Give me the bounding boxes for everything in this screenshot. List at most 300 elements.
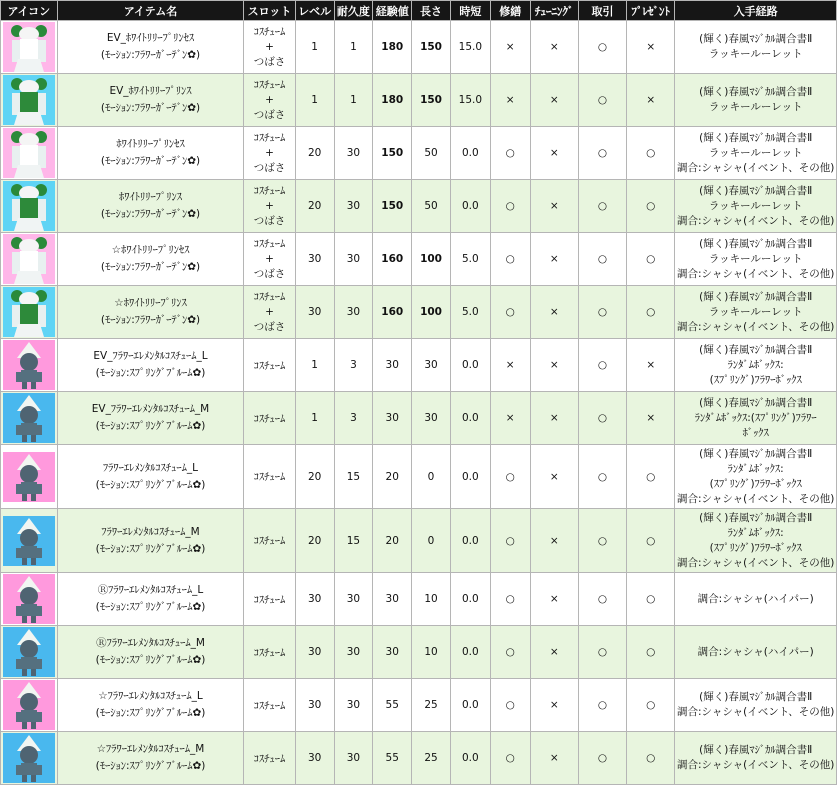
pink-elemental-costume-icon: [1, 445, 58, 509]
jitan-cell: 0.0: [450, 573, 490, 626]
trade-cell: ○: [578, 732, 626, 785]
jitan-cell: 5.0: [450, 233, 490, 286]
slot-line: +: [265, 252, 274, 265]
exp-cell: 55: [373, 732, 412, 785]
durability-cell: 3: [334, 339, 373, 392]
level-cell: 30: [295, 732, 334, 785]
table-row: [1, 180, 837, 233]
item-name-cell: [57, 127, 244, 180]
slot-cell: [244, 679, 295, 732]
tuning-cell: ×: [530, 180, 578, 233]
item-name: ☆ﾌﾗﾜｰｴﾚﾒﾝﾀﾙｺｽﾁｭｰﾑ_L: [98, 690, 203, 702]
slot-cell: [244, 626, 295, 679]
level-cell: 1: [295, 339, 334, 392]
source-cell: [675, 509, 837, 573]
length-cell: 30: [412, 339, 451, 392]
repair-cell: ○: [490, 445, 530, 509]
slot-cell: [244, 509, 295, 573]
tuning-cell: ×: [530, 509, 578, 573]
slot-line: ｺｽﾁｭｰﾑ: [253, 752, 286, 765]
slot-line: +: [265, 93, 274, 106]
item-motion: (ﾓｰｼｮﾝ:ﾌﾗﾜｰｶﾞｰﾃﾞﾝ✿): [100, 314, 201, 326]
tuning-cell: ×: [530, 626, 578, 679]
item-name: EV_ﾎﾜｲﾄﾘﾘｰﾌﾟﾘﾝｾｽ: [106, 32, 195, 44]
table-row: [1, 127, 837, 180]
source-cell: [675, 392, 837, 445]
present-cell: ○: [627, 445, 675, 509]
durability-cell: 30: [334, 732, 373, 785]
tuning-cell: ×: [530, 286, 578, 339]
present-cell: ○: [627, 127, 675, 180]
slot-line: ｺｽﾁｭｰﾑ: [253, 78, 286, 91]
col-icon-header: アイコン: [1, 1, 58, 21]
item-name-cell: [57, 679, 244, 732]
pink-elemental-costume-icon: [1, 339, 58, 392]
item-name-cell: [57, 74, 244, 127]
durability-cell: 3: [334, 392, 373, 445]
durability-cell: 15: [334, 509, 373, 573]
present-cell: ○: [627, 509, 675, 573]
item-name: ﾌﾗﾜｰｴﾚﾒﾝﾀﾙｺｽﾁｭｰﾑ_M: [101, 525, 200, 538]
item-motion: (ﾓｰｼｮﾝ:ｽﾌﾟﾘﾝｸﾞﾌﾞﾙｰﾑ✿): [95, 367, 206, 379]
tuning-cell: ×: [530, 392, 578, 445]
jitan-cell: 0.0: [450, 180, 490, 233]
exp-cell: 55: [373, 679, 412, 732]
source-line: (輝く)春風ﾏｼﾞｶﾙ調合書Ⅱ: [699, 290, 813, 303]
level-cell: 1: [295, 392, 334, 445]
level-cell: 20: [295, 509, 334, 573]
table-row: [1, 233, 837, 286]
item-name-cell: [57, 626, 244, 679]
tuning-cell: ×: [530, 339, 578, 392]
source-line: (輝く)春風ﾏｼﾞｶﾙ調合書Ⅱ: [699, 447, 813, 460]
durability-cell: 1: [334, 74, 373, 127]
blue-elemental-costume-icon: [1, 392, 58, 445]
level-cell: 30: [295, 233, 334, 286]
table-row: [1, 339, 837, 392]
item-name: EV_ﾌﾗﾜｰｴﾚﾒﾝﾀﾙｺｽﾁｭｰﾑ_M: [91, 403, 210, 415]
source-line: (輝く)春風ﾏｼﾞｶﾙ調合書Ⅱ: [699, 184, 813, 197]
source-line: ラッキールーレット: [708, 48, 803, 60]
col-source-header: 入手経路: [675, 1, 837, 21]
col-repair-header: 修繕: [490, 1, 530, 21]
level-cell: 20: [295, 180, 334, 233]
present-cell: ○: [627, 233, 675, 286]
item-name: EV_ﾎﾜｲﾄﾘﾘｰﾌﾟﾘﾝｽ: [109, 85, 192, 97]
present-cell: ○: [627, 286, 675, 339]
trade-cell: ○: [578, 626, 626, 679]
present-cell: ○: [627, 626, 675, 679]
table-row: [1, 679, 837, 732]
jitan-cell: 0.0: [450, 127, 490, 180]
item-name: Ⓡﾌﾗﾜｰｴﾚﾒﾝﾀﾙｺｽﾁｭｰﾑ_L: [97, 584, 204, 596]
source-cell: [675, 626, 837, 679]
col-present-header: ﾌﾟﾚｾﾞﾝﾄ: [627, 1, 675, 21]
item-motion: (ﾓｰｼｮﾝ:ｽﾌﾟﾘﾝｸﾞﾌﾞﾙｰﾑ✿): [95, 707, 206, 719]
exp-cell: 180: [373, 21, 412, 74]
exp-cell: 20: [373, 445, 412, 509]
trade-cell: ○: [578, 233, 626, 286]
item-motion: (ﾓｰｼｮﾝ:ﾌﾗﾜｰｶﾞｰﾃﾞﾝ✿): [100, 102, 201, 114]
tuning-cell: ×: [530, 679, 578, 732]
source-line: 調合:シャシャ(ハイパー): [697, 645, 814, 658]
length-cell: 25: [412, 732, 451, 785]
source-cell: [675, 21, 837, 74]
source-line: ラッキールーレット: [708, 199, 803, 212]
jitan-cell: 0.0: [450, 339, 490, 392]
trade-cell: ○: [578, 392, 626, 445]
repair-cell: ○: [490, 573, 530, 626]
prince-costume-icon: [1, 74, 58, 127]
source-cell: [675, 573, 837, 626]
length-cell: 50: [412, 127, 451, 180]
source-line: (輝く)春風ﾏｼﾞｶﾙ調合書Ⅱ: [699, 86, 813, 98]
exp-cell: 150: [373, 127, 412, 180]
slot-line: ｺｽﾁｭｰﾑ: [253, 699, 286, 712]
prince-costume-icon: [1, 180, 58, 233]
item-name-cell: [57, 21, 244, 74]
present-cell: ○: [627, 573, 675, 626]
item-name: ﾌﾗﾜｰｴﾚﾒﾝﾀﾙｺｽﾁｭｰﾑ_L: [102, 461, 199, 474]
source-line: ラッキールーレット: [708, 101, 803, 113]
durability-cell: 30: [334, 286, 373, 339]
item-name: EV_ﾌﾗﾜｰｴﾚﾒﾝﾀﾙｺｽﾁｭｰﾑ_L: [93, 350, 208, 362]
jitan-cell: 15.0: [450, 74, 490, 127]
item-name-cell: [57, 180, 244, 233]
jitan-cell: 0.0: [450, 392, 490, 445]
slot-line: ｺｽﾁｭｰﾑ: [253, 290, 286, 303]
source-cell: [675, 180, 837, 233]
table-row: [1, 286, 837, 339]
source-line: (ｽﾌﾟﾘﾝｸﾞ)ﾌﾗﾜｰﾎﾞｯｸｽ: [709, 373, 802, 386]
princess-costume-icon: [1, 21, 58, 74]
tuning-cell: ×: [530, 74, 578, 127]
slot-cell: [244, 180, 295, 233]
durability-cell: 30: [334, 127, 373, 180]
source-line: 調合:シャシャ(イベント、その他): [677, 161, 835, 174]
source-line: 調合:シャシャ(イベント、その他): [677, 320, 835, 333]
level-cell: 1: [295, 74, 334, 127]
present-cell: ×: [627, 392, 675, 445]
jitan-cell: 0.0: [450, 679, 490, 732]
slot-cell: [244, 445, 295, 509]
slot-line: ｺｽﾁｭｰﾑ: [253, 184, 286, 197]
blue-elemental-costume-icon: [1, 626, 58, 679]
present-cell: ○: [627, 732, 675, 785]
slot-cell: [244, 74, 295, 127]
slot-cell: [244, 127, 295, 180]
trade-cell: ○: [578, 180, 626, 233]
length-cell: 50: [412, 180, 451, 233]
present-cell: ○: [627, 180, 675, 233]
table-body: [1, 21, 837, 785]
slot-line: ｺｽﾁｭｰﾑ: [253, 25, 286, 38]
item-motion: (ﾓｰｼｮﾝ:ﾌﾗﾜｰｶﾞｰﾃﾞﾝ✿): [100, 49, 201, 61]
table-row: [1, 732, 837, 785]
item-name-cell: [57, 233, 244, 286]
repair-cell: ○: [490, 286, 530, 339]
trade-cell: ○: [578, 74, 626, 127]
source-cell: [675, 286, 837, 339]
slot-line: ｺｽﾁｭｰﾑ: [253, 237, 286, 250]
length-cell: 25: [412, 679, 451, 732]
source-cell: [675, 445, 837, 509]
jitan-cell: 15.0: [450, 21, 490, 74]
col-durability-header: 耐久度: [334, 1, 373, 21]
slot-line: つばさ: [253, 108, 286, 121]
source-line: 調合:シャシャ(イベント、その他): [677, 492, 835, 505]
repair-cell: ○: [490, 732, 530, 785]
item-motion: (ﾓｰｼｮﾝ:ｽﾌﾟﾘﾝｸﾞﾌﾞﾙｰﾑ✿): [95, 420, 206, 432]
tuning-cell: ×: [530, 233, 578, 286]
trade-cell: ○: [578, 339, 626, 392]
durability-cell: 30: [334, 180, 373, 233]
level-cell: 30: [295, 573, 334, 626]
col-exp-header: 経験値: [373, 1, 412, 21]
length-cell: 0: [412, 509, 451, 573]
col-length-header: 長さ: [412, 1, 451, 21]
durability-cell: 30: [334, 679, 373, 732]
slot-line: つばさ: [253, 55, 286, 68]
repair-cell: ○: [490, 679, 530, 732]
source-line: (ｽﾌﾟﾘﾝｸﾞ)ﾌﾗﾜｰﾎﾞｯｸｽ: [709, 541, 802, 554]
jitan-cell: 5.0: [450, 286, 490, 339]
slot-line: ｺｽﾁｭｰﾑ: [253, 535, 286, 547]
princess-costume-icon: [1, 233, 58, 286]
level-cell: 20: [295, 445, 334, 509]
slot-line: つばさ: [253, 320, 286, 333]
slot-line: ｺｽﾁｭｰﾑ: [253, 412, 286, 425]
table-row: [1, 573, 837, 626]
source-line: (輝く)春風ﾏｼﾞｶﾙ調合書Ⅱ: [699, 131, 813, 144]
source-line: (輝く)春風ﾏｼﾞｶﾙ調合書Ⅱ: [699, 237, 813, 250]
length-cell: 30: [412, 392, 451, 445]
source-line: ﾗﾝﾀﾞﾑﾎﾞｯｸｽ:(ｽﾌﾟﾘﾝｸﾞ)ﾌﾗﾜｰ: [694, 411, 817, 424]
item-name: ☆ﾌﾗﾜｰｴﾚﾒﾝﾀﾙｺｽﾁｭｰﾑ_M: [96, 743, 205, 755]
slot-line: ｺｽﾁｭｰﾑ: [253, 646, 286, 659]
durability-cell: 30: [334, 233, 373, 286]
present-cell: ×: [627, 21, 675, 74]
prince-costume-icon: [1, 286, 58, 339]
blue-elemental-costume-icon: [1, 732, 58, 785]
col-item-name-header: アイテム名: [57, 1, 244, 21]
length-cell: 150: [412, 21, 451, 74]
slot-line: ｺｽﾁｭｰﾑ: [253, 471, 286, 483]
source-cell: [675, 339, 837, 392]
source-cell: [675, 127, 837, 180]
exp-cell: 30: [373, 339, 412, 392]
source-line: (輝く)春風ﾏｼﾞｶﾙ調合書Ⅱ: [699, 511, 813, 524]
durability-cell: 30: [334, 573, 373, 626]
item-motion: (ﾓｰｼｮﾝ:ﾌﾗﾜｰｶﾞｰﾃﾞﾝ✿): [100, 208, 201, 220]
slot-cell: [244, 286, 295, 339]
col-trade-header: 取引: [578, 1, 626, 21]
length-cell: 10: [412, 573, 451, 626]
slot-cell: [244, 339, 295, 392]
trade-cell: ○: [578, 509, 626, 573]
jitan-cell: 0.0: [450, 509, 490, 573]
durability-cell: 30: [334, 626, 373, 679]
item-motion: (ﾓｰｼｮﾝ:ﾌﾗﾜｰｶﾞｰﾃﾞﾝ✿): [100, 261, 201, 273]
table-row: [1, 74, 837, 127]
present-cell: ○: [627, 679, 675, 732]
tuning-cell: ×: [530, 21, 578, 74]
slot-cell: [244, 573, 295, 626]
slot-line: +: [265, 40, 274, 53]
tuning-cell: ×: [530, 127, 578, 180]
item-motion: (ﾓｰｼｮﾝ:ｽﾌﾟﾘﾝｸﾞﾌﾞﾙｰﾑ✿): [95, 478, 206, 491]
exp-cell: 150: [373, 180, 412, 233]
item-name: ☆ﾎﾜｲﾄﾘﾘｰﾌﾟﾘﾝｾｽ: [111, 244, 190, 256]
item-name: ☆ﾎﾜｲﾄﾘﾘｰﾌﾟﾘﾝｽ: [114, 297, 187, 309]
level-cell: 1: [295, 21, 334, 74]
source-line: ラッキールーレット: [708, 252, 803, 265]
slot-cell: [244, 233, 295, 286]
source-cell: [675, 732, 837, 785]
source-line: (輝く)春風ﾏｼﾞｶﾙ調合書Ⅱ: [699, 33, 813, 45]
blue-elemental-costume-icon: [1, 509, 58, 573]
item-name-cell: [57, 732, 244, 785]
length-cell: 100: [412, 233, 451, 286]
tuning-cell: ×: [530, 732, 578, 785]
source-line: (ｽﾌﾟﾘﾝｸﾞ)ﾌﾗﾜｰﾎﾞｯｸｽ: [709, 477, 802, 490]
slot-line: ｺｽﾁｭｰﾑ: [253, 359, 286, 372]
col-slot-header: スロット: [244, 1, 295, 21]
present-cell: ×: [627, 74, 675, 127]
table-row: [1, 509, 837, 573]
item-name-cell: [57, 339, 244, 392]
item-motion: (ﾓｰｼｮﾝ:ｽﾌﾟﾘﾝｸﾞﾌﾞﾙｰﾑ✿): [95, 760, 206, 772]
present-cell: ×: [627, 339, 675, 392]
source-line: ラッキールーレット: [708, 146, 803, 159]
item-name-cell: [57, 573, 244, 626]
slot-line: つばさ: [253, 214, 286, 227]
slot-cell: [244, 21, 295, 74]
header-row: [1, 1, 837, 21]
slot-line: ｺｽﾁｭｰﾑ: [253, 131, 286, 144]
slot-cell: [244, 392, 295, 445]
trade-cell: ○: [578, 679, 626, 732]
item-motion: (ﾓｰｼｮﾝ:ｽﾌﾟﾘﾝｸﾞﾌﾞﾙｰﾑ✿): [95, 542, 206, 555]
level-cell: 30: [295, 286, 334, 339]
tuning-cell: ×: [530, 445, 578, 509]
source-line: ﾗﾝﾀﾞﾑﾎﾞｯｸｽ:: [727, 358, 784, 371]
item-name-cell: [57, 286, 244, 339]
exp-cell: 180: [373, 74, 412, 127]
exp-cell: 160: [373, 286, 412, 339]
source-line: 調合:シャシャ(イベント、その他): [677, 556, 835, 569]
length-cell: 150: [412, 74, 451, 127]
repair-cell: ×: [490, 339, 530, 392]
exp-cell: 30: [373, 573, 412, 626]
item-name-cell: [57, 392, 244, 445]
durability-cell: 1: [334, 21, 373, 74]
table-row: [1, 445, 837, 509]
repair-cell: ×: [490, 392, 530, 445]
repair-cell: ○: [490, 127, 530, 180]
source-line: 調合:シャシャ(ハイパー): [697, 592, 814, 605]
table-row: [1, 21, 837, 74]
repair-cell: ○: [490, 180, 530, 233]
col-tuning-header: ﾁｭｰﾆﾝｸﾞ: [530, 1, 578, 21]
length-cell: 10: [412, 626, 451, 679]
source-line: (輝く)春風ﾏｼﾞｶﾙ調合書Ⅱ: [699, 691, 813, 703]
length-cell: 0: [412, 445, 451, 509]
slot-line: +: [265, 305, 274, 318]
source-cell: [675, 679, 837, 732]
repair-cell: ×: [490, 74, 530, 127]
source-line: (輝く)春風ﾏｼﾞｶﾙ調合書Ⅱ: [699, 396, 813, 409]
col-level-header: レベル: [295, 1, 334, 21]
slot-line: +: [265, 146, 274, 159]
trade-cell: ○: [578, 127, 626, 180]
source-line: 調合:シャシャ(イベント、その他): [677, 706, 835, 718]
slot-line: つばさ: [253, 161, 286, 174]
source-line: ﾎﾞｯｸｽ: [742, 426, 769, 439]
princess-costume-icon: [1, 127, 58, 180]
item-name: ﾎﾜｲﾄﾘﾘｰﾌﾟﾘﾝｾｽ: [116, 138, 185, 150]
item-name: ﾎﾜｲﾄﾘﾘｰﾌﾟﾘﾝｽ: [118, 191, 182, 203]
durability-cell: 15: [334, 445, 373, 509]
repair-cell: ○: [490, 509, 530, 573]
item-motion: (ﾓｰｼｮﾝ:ｽﾌﾟﾘﾝｸﾞﾌﾞﾙｰﾑ✿): [95, 601, 206, 613]
repair-cell: ×: [490, 21, 530, 74]
source-line: ﾗﾝﾀﾞﾑﾎﾞｯｸｽ:: [727, 526, 784, 539]
source-line: (輝く)春風ﾏｼﾞｶﾙ調合書Ⅱ: [699, 744, 813, 756]
item-name: Ⓡﾌﾗﾜｰｴﾚﾒﾝﾀﾙｺｽﾁｭｰﾑ_M: [96, 637, 205, 649]
jitan-cell: 0.0: [450, 732, 490, 785]
exp-cell: 20: [373, 509, 412, 573]
source-line: 調合:シャシャ(イベント、その他): [677, 214, 835, 227]
slot-line: つばさ: [253, 267, 286, 280]
table-row: [1, 626, 837, 679]
exp-cell: 160: [373, 233, 412, 286]
tuning-cell: ×: [530, 573, 578, 626]
trade-cell: ○: [578, 573, 626, 626]
trade-cell: ○: [578, 21, 626, 74]
source-line: ﾗﾝﾀﾞﾑﾎﾞｯｸｽ:: [727, 462, 784, 475]
slot-cell: [244, 732, 295, 785]
repair-cell: ○: [490, 626, 530, 679]
exp-cell: 30: [373, 626, 412, 679]
source-line: (輝く)春風ﾏｼﾞｶﾙ調合書Ⅱ: [699, 343, 813, 356]
source-line: 調合:シャシャ(イベント、その他): [677, 759, 835, 771]
slot-line: ｺｽﾁｭｰﾑ: [253, 593, 286, 606]
level-cell: 20: [295, 127, 334, 180]
exp-cell: 30: [373, 392, 412, 445]
source-cell: [675, 233, 837, 286]
repair-cell: ○: [490, 233, 530, 286]
source-line: ラッキールーレット: [708, 305, 803, 318]
jitan-cell: 0.0: [450, 445, 490, 509]
length-cell: 100: [412, 286, 451, 339]
level-cell: 30: [295, 679, 334, 732]
level-cell: 30: [295, 626, 334, 679]
item-name-cell: [57, 445, 244, 509]
slot-line: +: [265, 199, 274, 212]
table-row: [1, 392, 837, 445]
jitan-cell: 0.0: [450, 626, 490, 679]
pink-elemental-costume-icon: [1, 573, 58, 626]
item-name-cell: [57, 509, 244, 573]
item-motion: (ﾓｰｼｮﾝ:ﾌﾗﾜｰｶﾞｰﾃﾞﾝ✿): [100, 155, 201, 167]
item-motion: (ﾓｰｼｮﾝ:ｽﾌﾟﾘﾝｸﾞﾌﾞﾙｰﾑ✿): [95, 654, 206, 666]
source-cell: [675, 74, 837, 127]
trade-cell: ○: [578, 445, 626, 509]
pink-elemental-costume-icon: [1, 679, 58, 732]
trade-cell: ○: [578, 286, 626, 339]
col-jitan-header: 時短: [450, 1, 490, 21]
